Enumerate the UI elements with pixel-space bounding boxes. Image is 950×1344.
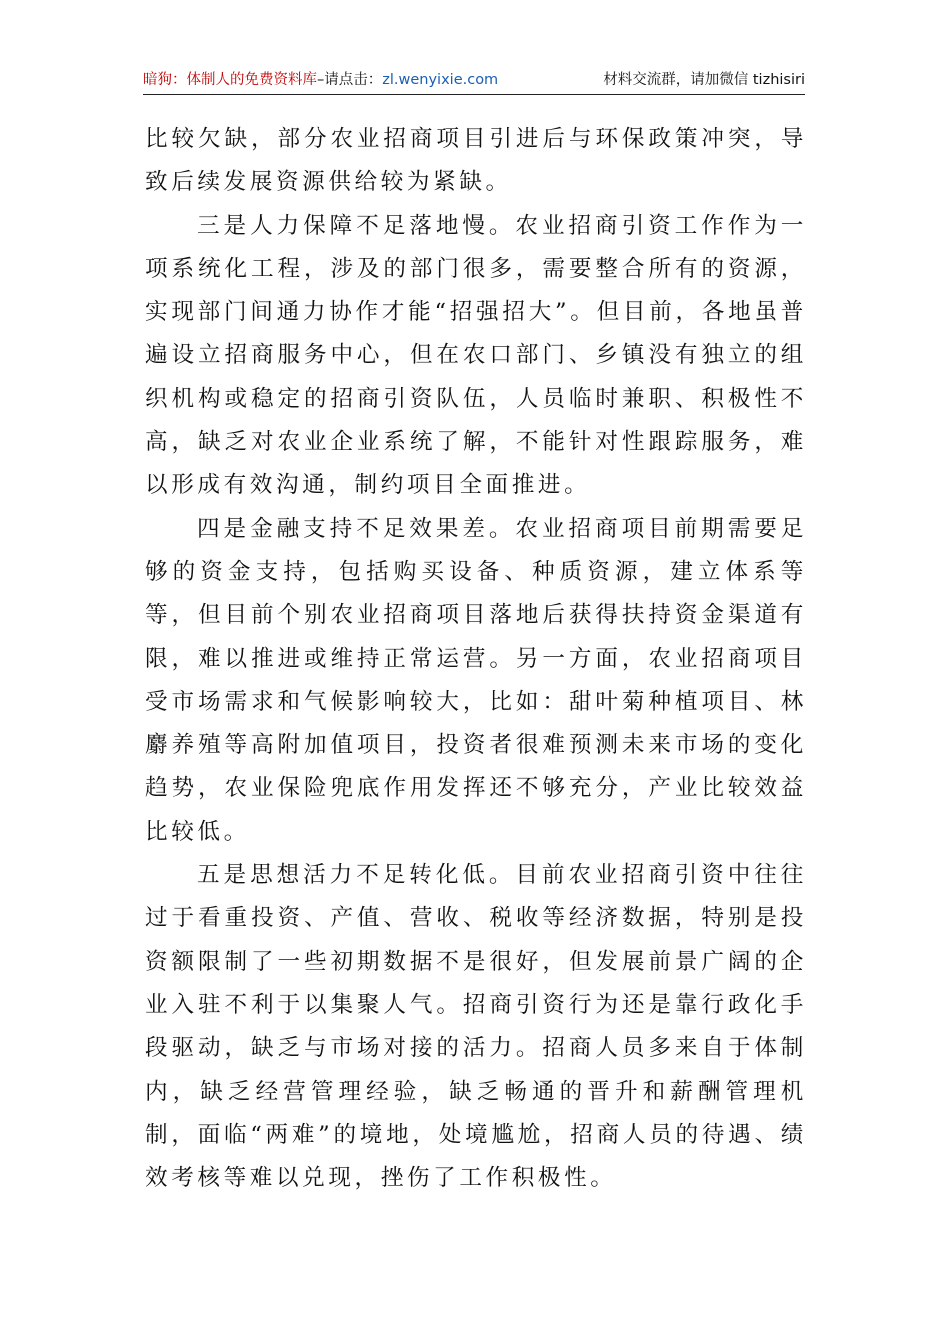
header-left — [143, 68, 498, 94]
header-wechat: 材料交流群，请加微信 tizhisiri — [603, 72, 805, 88]
page-header — [143, 68, 805, 95]
header-brand: 暗狗：体制人的免费资料库 — [143, 72, 317, 88]
paragraph-continuation: 比较欠缺，部分农业招商项目引进后与环保政策冲突，导致后续发展资源供给较为紧缺。 — [145, 126, 807, 196]
paragraph-point-four: 四是金融支持不足效果差。农业招商项目前期需要足够的资金支持，包括购买设备、种质资源，建立体系等等，但目前个别农业招商项目落地后获得扶持资金渠道有限，难以推进或维持正常运营。另一方面，农业招商项目受市场需求和气候影响较大，比如：甜叶菊种植项目、林麝养殖等高附加值项目，投资者很难预测未来市场的变化趋势，农业保险兜底作用发挥还不够充分，产业比较效益比较低。 — [145, 515, 807, 845]
paragraph-point-three: 三是人力保障不足落地慢。农业招商引资工作作为一项系统化工程，涉及的部门很多，需要整合所有的资源，实现部门间通力协作才能“招强招大”。但目前，各地虽普遍设立招商服务中心，但在农口部门、乡镇没有独立的组织机构或稳定的招商引资队伍，人员临时兼职、积极性不高，缺乏对农业企业系统了解，不能针对性跟踪服务，难以形成有效沟通，制约项目全面推进。 — [145, 212, 807, 499]
document-body — [145, 118, 807, 1200]
header-prompt: –请点击： — [317, 72, 383, 88]
header-url-link[interactable]: zl.wenyixie.com — [382, 72, 499, 88]
paragraph-point-five: 五是思想活力不足转化低。目前农业招商引资中往往过于看重投资、产值、营收、税收等经济数据，特别是投资额限制了一些初期数据不是很好，但发展前景广阔的企业入驻不利于以集聚人气。招商引资行为还是靠行政化手段驱动，缺乏与市场对接的活力。招商人员多来自于体制内，缺乏经营管理经验，缺乏畅通的晋升和薪酬管理机制，面临“两难”的境地，处境尴尬，招商人员的待遇、绩效考核等难以兑现，挫伤了工作积极性。 — [145, 862, 807, 1192]
